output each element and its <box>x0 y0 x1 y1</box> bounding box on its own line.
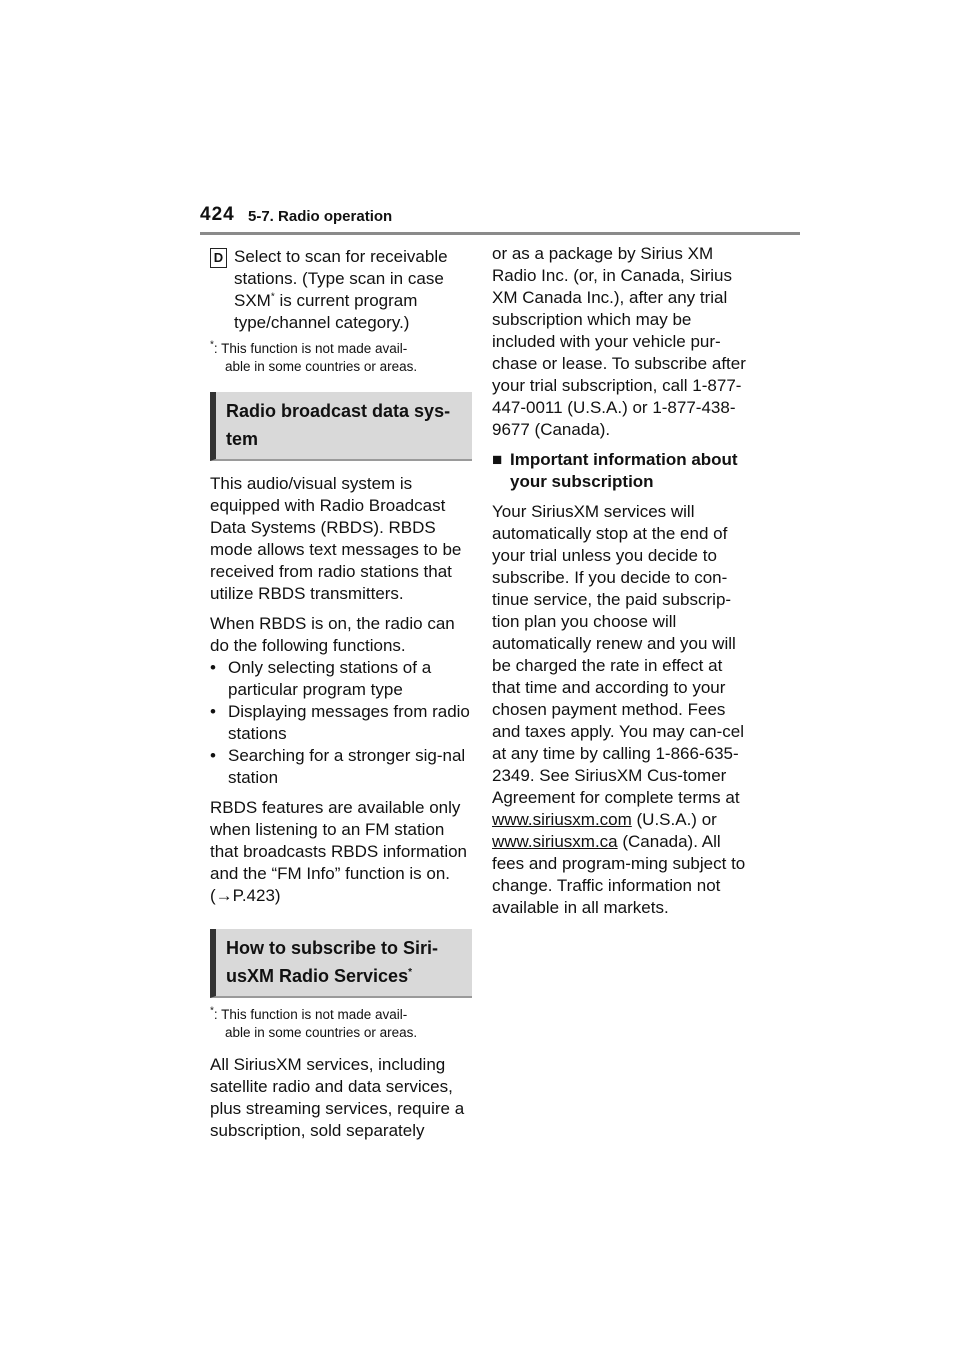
list-item: • Only selecting stations of a particular program type <box>210 657 472 701</box>
rbds-function-list <box>210 657 472 789</box>
heading-siriusxm-subscribe <box>210 929 472 998</box>
link-siriusxm-ca[interactable]: www.siriusxm.ca <box>492 832 618 851</box>
footnote-mark: * <box>210 1005 214 1017</box>
page-number: 424 <box>200 204 235 225</box>
terms-text-1: Your SiriusXM services will automatically stop at the end of your trial unless you decide to subscribe. If you decide to con-tinue service, the paid subscrip-tion plan you choose will automatically renew and you will be charged the rate in effect at that time and according to your chosen payment method. Fees and taxes apply. You may can-cel at any time by calling 1-866-635-2349. See SiriusXM Cus-tomer Agreement for complete terms at <box>492 502 745 807</box>
footnote-line1: : This function is not made avail- <box>213 341 408 356</box>
paragraph-rbds-intro: This audio/visual system is equipped with Radio Broadcast Data Systems (RBDS). RBDS mode allows text messages to be received from radio stations that utilize RBDS transmitters. <box>210 474 462 603</box>
footnote-2 <box>210 1006 472 1042</box>
paragraph-rbds-availability <box>210 797 472 907</box>
footnote-mark: * <box>210 339 214 351</box>
left-column <box>210 246 472 1150</box>
terms-text-2: (U.S.A.) or <box>631 810 717 829</box>
para3-text: RBDS features are available only when listening to an FM station that broadcasts RBDS information and the “FM Info” function is on. ( <box>210 798 468 905</box>
page-reference-link[interactable]: P.423) <box>232 886 281 905</box>
paragraph-siriusxm-services: All SiriusXM services, including satellite radio and data services, plus streaming services, require a subscription, sold separately <box>210 1055 465 1140</box>
footnote-1 <box>210 340 472 376</box>
right-column <box>492 243 754 927</box>
asterisk-mark: * <box>408 967 412 978</box>
heading-rbds: Radio broadcast data sys-tem <box>210 392 472 461</box>
arrow-icon: → <box>215 886 233 905</box>
footnote-line2: able in some countries or areas. <box>225 359 418 374</box>
square-bullet-icon: ■ <box>492 450 503 469</box>
link-siriusxm-com[interactable]: www.siriusxm.com <box>492 810 632 829</box>
footnote-line1: : This function is not made avail- <box>213 1007 408 1022</box>
paragraph-rbds-functions: When RBDS is on, the radio can do the following functions. <box>210 614 455 655</box>
list-item: • Searching for a stronger sig-nal station <box>210 745 472 789</box>
subheading-text: Important information about your subscription <box>510 450 738 491</box>
subheading-important-info <box>492 449 754 493</box>
list-item: • Displaying messages from radio stations <box>210 701 472 745</box>
item-d-text <box>234 246 472 334</box>
terms-text-3: (Canada). All fees and program-ming subject to change. Traffic information not available in all markets. <box>492 832 746 917</box>
item-d <box>210 246 472 334</box>
item-d-text-part1: Select to scan for receivable stations. (Type scan in case SXM <box>234 247 448 310</box>
heading-siriusxm-text: How to subscribe to Siri-usXM Radio Services <box>226 938 439 986</box>
paragraph-subscription-terms <box>492 501 754 919</box>
paragraph-subscription-info: or as a package by Sirius XM Radio Inc. (or, in Canada, Sirius XM Canada Inc.), after any trial subscription which may be included with your vehicle pur-chase or lease. To subscribe after your trial subscription, call 1-877-447-0011 (U.S.A.) or 1-877-438-9677 (Canada). <box>492 244 746 439</box>
footnote-line2: able in some countries or areas. <box>225 1025 418 1040</box>
asterisk-mark: * <box>270 291 275 303</box>
header-divider <box>200 232 800 235</box>
section-title: 5-7. Radio operation <box>248 208 393 225</box>
d-badge: D <box>210 248 227 268</box>
item-d-text-part2: is current program type/channel category.) <box>234 291 418 332</box>
